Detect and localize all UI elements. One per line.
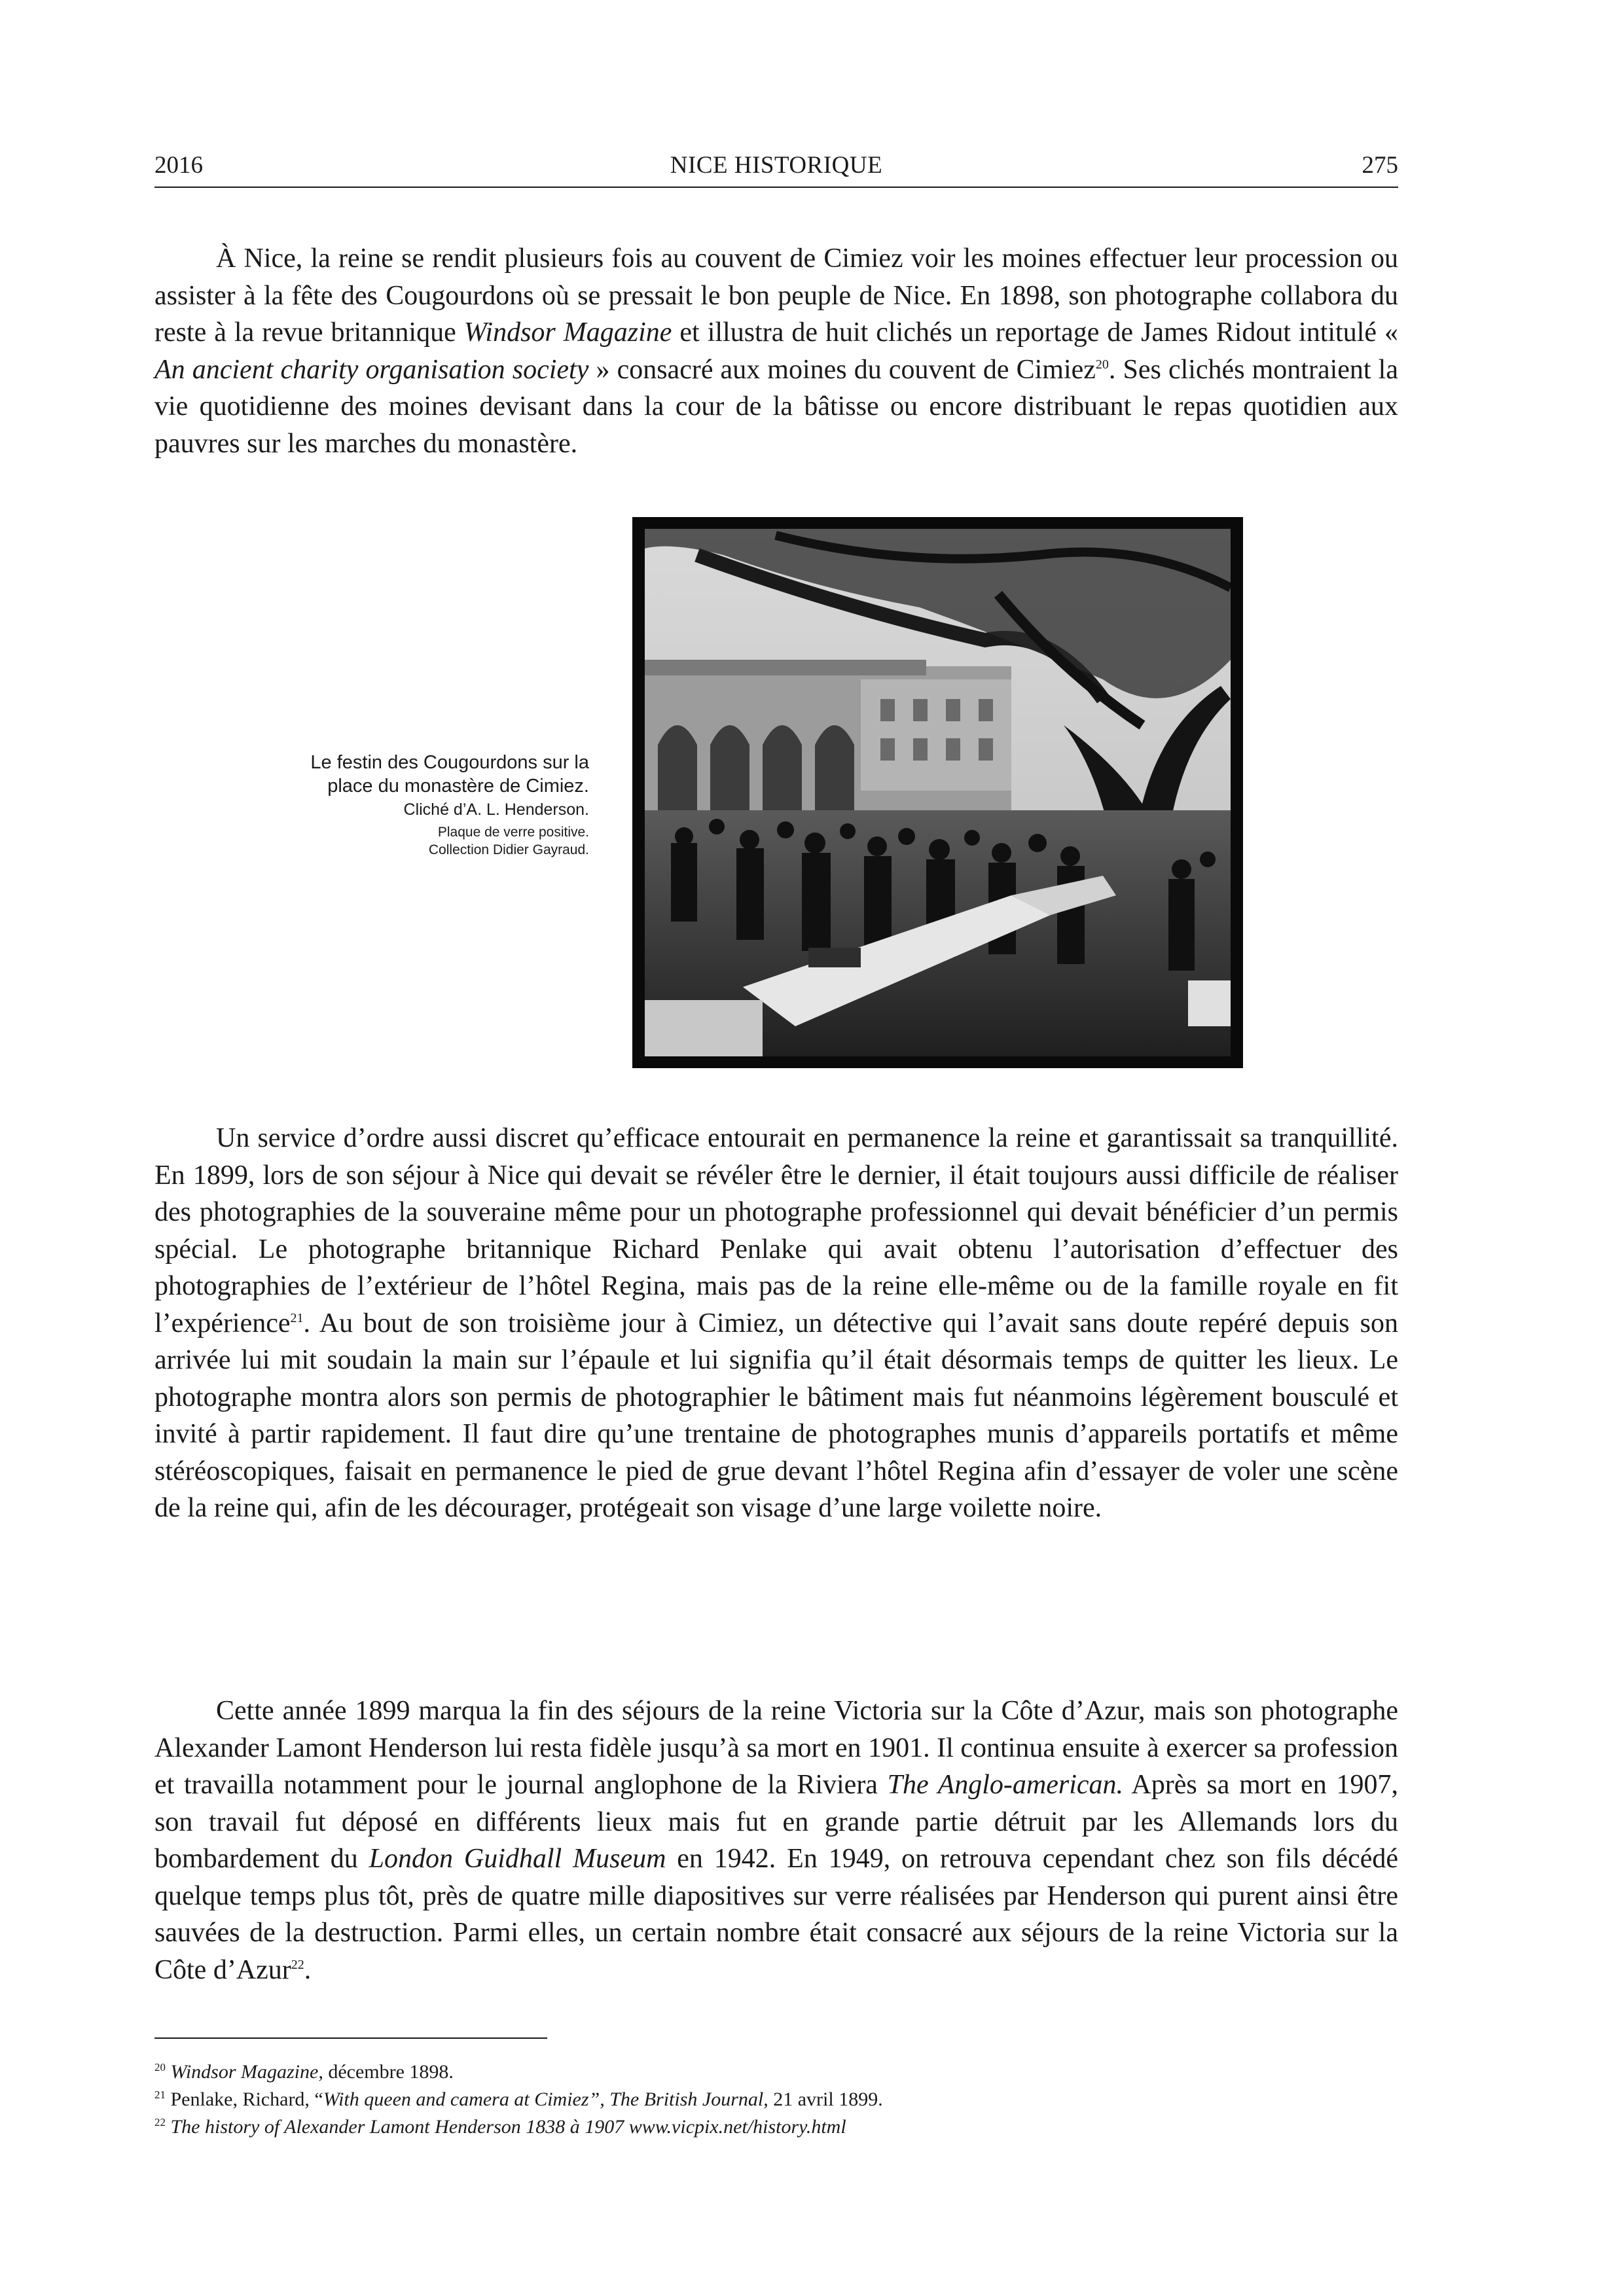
text-run: Cette année 1899 marqua la fin des séjours de la reine Victoria sur la Côte d’Azur, mais son photographe Alexander Lamont Henderson lui resta fidèle jusqu’à sa mort en 1901. Il continua ensuite à exercer sa profession et travailla notamment pour le journal anglophone de la Riviera	[154, 1696, 1398, 1800]
paragraph-henderson-legacy	[154, 1693, 1398, 1988]
text-run: et illustra de huit clichés un reportage de James Ridout intitulé «	[672, 317, 1399, 348]
italic-run: The Anglo-american.	[887, 1770, 1124, 1800]
caption-line: Plaque de verre positive.	[437, 825, 589, 840]
footnote-ref: 21	[290, 1310, 304, 1325]
paragraph-queen-cimiez	[154, 240, 1398, 462]
photograph-festin-cougourdons	[645, 529, 1231, 1056]
photo-caption-title	[216, 751, 589, 798]
header-journal-title: NICE HISTORIQUE	[670, 152, 883, 179]
text-run: 21 avril 1899.	[768, 2089, 883, 2110]
italic-run: Windsor Magazine	[463, 317, 672, 348]
header-year: 2016	[154, 152, 203, 179]
photograph-illustration	[645, 529, 1231, 1056]
italic-run: With queen and camera at Cimiez”, The British Journal,	[323, 2089, 768, 2110]
text-run: Après sa mort en 1907, son travail fut déposé en différents lieux mais fut en grande partie détruit par les Allemands lors du bombardement du	[154, 1770, 1398, 1874]
italic-run: Windsor Magazine,	[170, 2061, 323, 2083]
text-run: » consacré aux moines du couvent de Cimiez	[588, 354, 1096, 385]
header-page-number: 275	[1362, 152, 1398, 179]
text-run: À Nice, la reine se rendit plusieurs fois au couvent de Cimiez voir les moines effectuer leur procession ou assister à la fête des Cougourdons où se pressait le bon peuple de Nice. En 1898, son photographe collabora du reste à la revue britannique	[154, 243, 1398, 348]
footnote-ref: 20	[1095, 357, 1109, 372]
italic-run: An ancient charity organisation society	[154, 354, 589, 385]
text-run: Penlake, Richard, “	[170, 2089, 323, 2110]
running-header	[154, 147, 1398, 188]
text-run: .	[304, 1954, 312, 1985]
footnote-21	[154, 2086, 1398, 2113]
italic-run: The history of Alexander Lamont Henderson 1838 à 1907 www.vicpix.net/history.html	[170, 2116, 846, 2138]
text-run: Un service d’ordre aussi discret qu’efficace entourait en permanence la reine et garantissait sa tranquillité. En 1899, lors de son séjour à Nice qui devait se révéler être le dernier, il était toujours aussi difficile de réaliser des photographies de la souveraine même pour un photographe professionnel qui devait bénéficier d’un permis spécial. Le photographe britannique Richard Penlake qui avait obtenu l’autorisation d’effectuer des photographies de l’extérieur de l’hôtel Regina, mais pas de la reine elle-même ou de la famille royale en fit l’expérience	[154, 1123, 1398, 1338]
footnote-20	[154, 2058, 1398, 2086]
photo-caption-details	[216, 823, 589, 859]
footnote-number: 20	[154, 2061, 166, 2073]
footnotes	[154, 2058, 1398, 2141]
photograph-frame	[632, 517, 1243, 1068]
paragraph-security-penlake	[154, 1120, 1398, 1527]
italic-run: London Guidhall Museum	[369, 1844, 666, 1874]
footnote-22	[154, 2113, 1398, 2141]
footnote-ref: 22	[291, 1957, 304, 1972]
text-run: . Ses clichés montraient la vie quotidienne des moines devisant dans la cour de la bâtisse ou encore distribuant le repas quotidien aux pauvres sur les marches du monastère.	[154, 354, 1398, 459]
caption-line: place du monastère de Cimiez.	[327, 776, 589, 797]
caption-line: Collection Didier Gayraud.	[428, 842, 589, 857]
footnote-divider	[154, 2037, 547, 2039]
caption-line: Le festin des Cougourdons sur la	[310, 752, 589, 773]
text-run: en 1942. En 1949, on retrouva cependant chez son fils décédé quelque temps plus tôt, près de quatre mille diapositives sur verre réalisées par Henderson qui purent ainsi être sauvées de la destruction. Parmi elles, un certain nombre était consacré aux séjours de la reine Victoria sur la Côte d’Azur	[154, 1844, 1398, 1985]
footnote-number: 21	[154, 2089, 166, 2101]
text-run: décembre 1898.	[323, 2061, 454, 2083]
caption-line: Cliché d’A. L. Henderson.	[403, 800, 589, 819]
footnote-number: 22	[154, 2116, 166, 2128]
photo-caption-credit	[216, 799, 589, 821]
text-run: . Au bout de son troisième jour à Cimiez, un détective qui l’avait sans doute repéré depuis son arrivée lui mit soudain la main sur l’épaule et lui signifia qu’il était désormais temps de quitter les lieux. Le photographe montra alors son permis de photographier le bâtiment mais fut néanmoins légèrement bousculé et invité à partir rapidement. Il faut dire qu’une trentaine de photographes munis d’appareils portatifs et même stéréoscopiques, faisait en permanence le pied de grue devant l’hôtel Regina afin d’essayer de voler une scène de la reine qui, afin de les décourager, protégeait son visage d’une large voilette noire.	[154, 1308, 1398, 1523]
